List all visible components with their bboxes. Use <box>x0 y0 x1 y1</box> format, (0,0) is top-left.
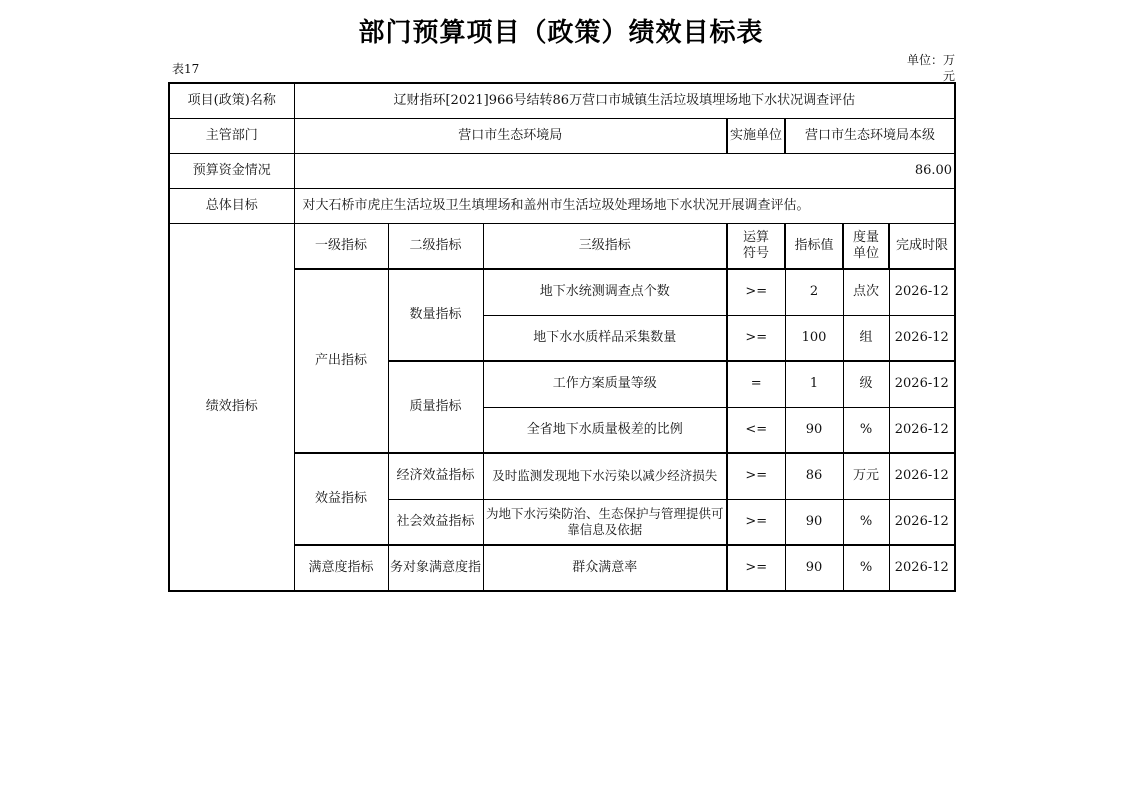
satisfaction-indicator-label: 满意度指标 <box>294 545 388 591</box>
indicator-value: 90 <box>785 407 843 453</box>
indicator-value: 2 <box>785 269 843 315</box>
department-row <box>169 118 955 153</box>
header-value: 指标值 <box>785 223 843 269</box>
indicator-operator: >= <box>727 269 785 315</box>
indicator-value: 90 <box>785 545 843 591</box>
implementing-unit-value: 营口市生态环境局本级 <box>785 118 955 153</box>
indicator-name: 为地下水污染防治、生态保护与管理提供可靠信息及依据 <box>483 499 727 545</box>
indicator-value: 90 <box>785 499 843 545</box>
indicator-unit: % <box>843 499 889 545</box>
indicator-name: 群众满意率 <box>483 545 727 591</box>
budget-row <box>169 153 955 188</box>
indicator-name: 全省地下水质量极差的比例 <box>483 407 727 453</box>
header-unit: 度量单位 <box>843 223 889 269</box>
header-level1: 一级指标 <box>294 223 388 269</box>
indicator-unit: 级 <box>843 361 889 407</box>
indicator-deadline: 2026-12 <box>889 315 955 361</box>
budget-label: 预算资金情况 <box>169 153 294 188</box>
indicator-operator: >= <box>727 499 785 545</box>
indicator-value: 100 <box>785 315 843 361</box>
header-level2: 二级指标 <box>388 223 483 269</box>
indicator-unit: % <box>843 545 889 591</box>
quantity-indicator-label: 数量指标 <box>388 269 483 361</box>
indicator-unit: 组 <box>843 315 889 361</box>
economic-benefit-label: 经济效益指标 <box>388 453 483 499</box>
overall-goal-value: 对大石桥市虎庄生活垃圾卫生填埋场和盖州市生活垃圾处理场地下水状况开展调查评估。 <box>294 188 955 223</box>
indicator-operator: >= <box>727 453 785 499</box>
unit-label-cont: 元 <box>942 69 955 83</box>
indicator-deadline: 2026-12 <box>889 545 955 591</box>
project-name-label: 项目(政策)名称 <box>169 83 294 118</box>
indicator-operator: = <box>727 361 785 407</box>
indicator-unit: 点次 <box>843 269 889 315</box>
indicator-operator: >= <box>727 315 785 361</box>
benefit-indicator-label: 效益指标 <box>294 453 388 545</box>
indicator-deadline: 2026-12 <box>889 269 955 315</box>
unit-label: 单位：万 <box>906 53 955 67</box>
page-title: 部门预算项目（政策）绩效目标表 <box>358 18 764 48</box>
table-number: 表17 <box>172 62 200 76</box>
indicator-deadline: 2026-12 <box>889 453 955 499</box>
indicator-value: 86 <box>785 453 843 499</box>
performance-indicators-label: 绩效指标 <box>169 223 294 591</box>
indicator-operator: >= <box>727 545 785 591</box>
project-name-row <box>169 83 955 118</box>
header-operator: 运算符号 <box>727 223 785 269</box>
department-value: 营口市生态环境局 <box>294 118 727 153</box>
unit-note <box>897 52 955 84</box>
header-deadline: 完成时限 <box>889 223 955 269</box>
output-indicator-label: 产出指标 <box>294 269 388 453</box>
indicator-name: 及时监测发现地下水污染以减少经济损失 <box>483 453 727 499</box>
indicator-header-row <box>169 223 955 269</box>
indicator-unit: 万元 <box>843 453 889 499</box>
overall-goal-label: 总体目标 <box>169 188 294 223</box>
service-satisfaction-label: 务对象满意度指 <box>388 545 483 591</box>
department-label: 主管部门 <box>169 118 294 153</box>
indicator-deadline: 2026-12 <box>889 499 955 545</box>
indicator-value: 1 <box>785 361 843 407</box>
indicator-deadline: 2026-12 <box>889 407 955 453</box>
indicator-unit: % <box>843 407 889 453</box>
indicator-name: 地下水水质样品采集数量 <box>483 315 727 361</box>
indicator-name: 工作方案质量等级 <box>483 361 727 407</box>
indicator-operator: <= <box>727 407 785 453</box>
budget-value: 86.00 <box>294 153 955 188</box>
quality-indicator-label: 质量指标 <box>388 361 483 453</box>
indicator-deadline: 2026-12 <box>889 361 955 407</box>
header-level3: 三级指标 <box>483 223 727 269</box>
social-benefit-label: 社会效益指标 <box>388 499 483 545</box>
project-name-value: 辽财指环[2021]966号结转86万营口市城镇生活垃圾填埋场地下水状况调查评估 <box>294 83 955 118</box>
overall-goal-row <box>169 188 955 223</box>
implementing-unit-label: 实施单位 <box>727 118 785 153</box>
indicator-name: 地下水统测调查点个数 <box>483 269 727 315</box>
performance-target-table <box>168 82 956 592</box>
